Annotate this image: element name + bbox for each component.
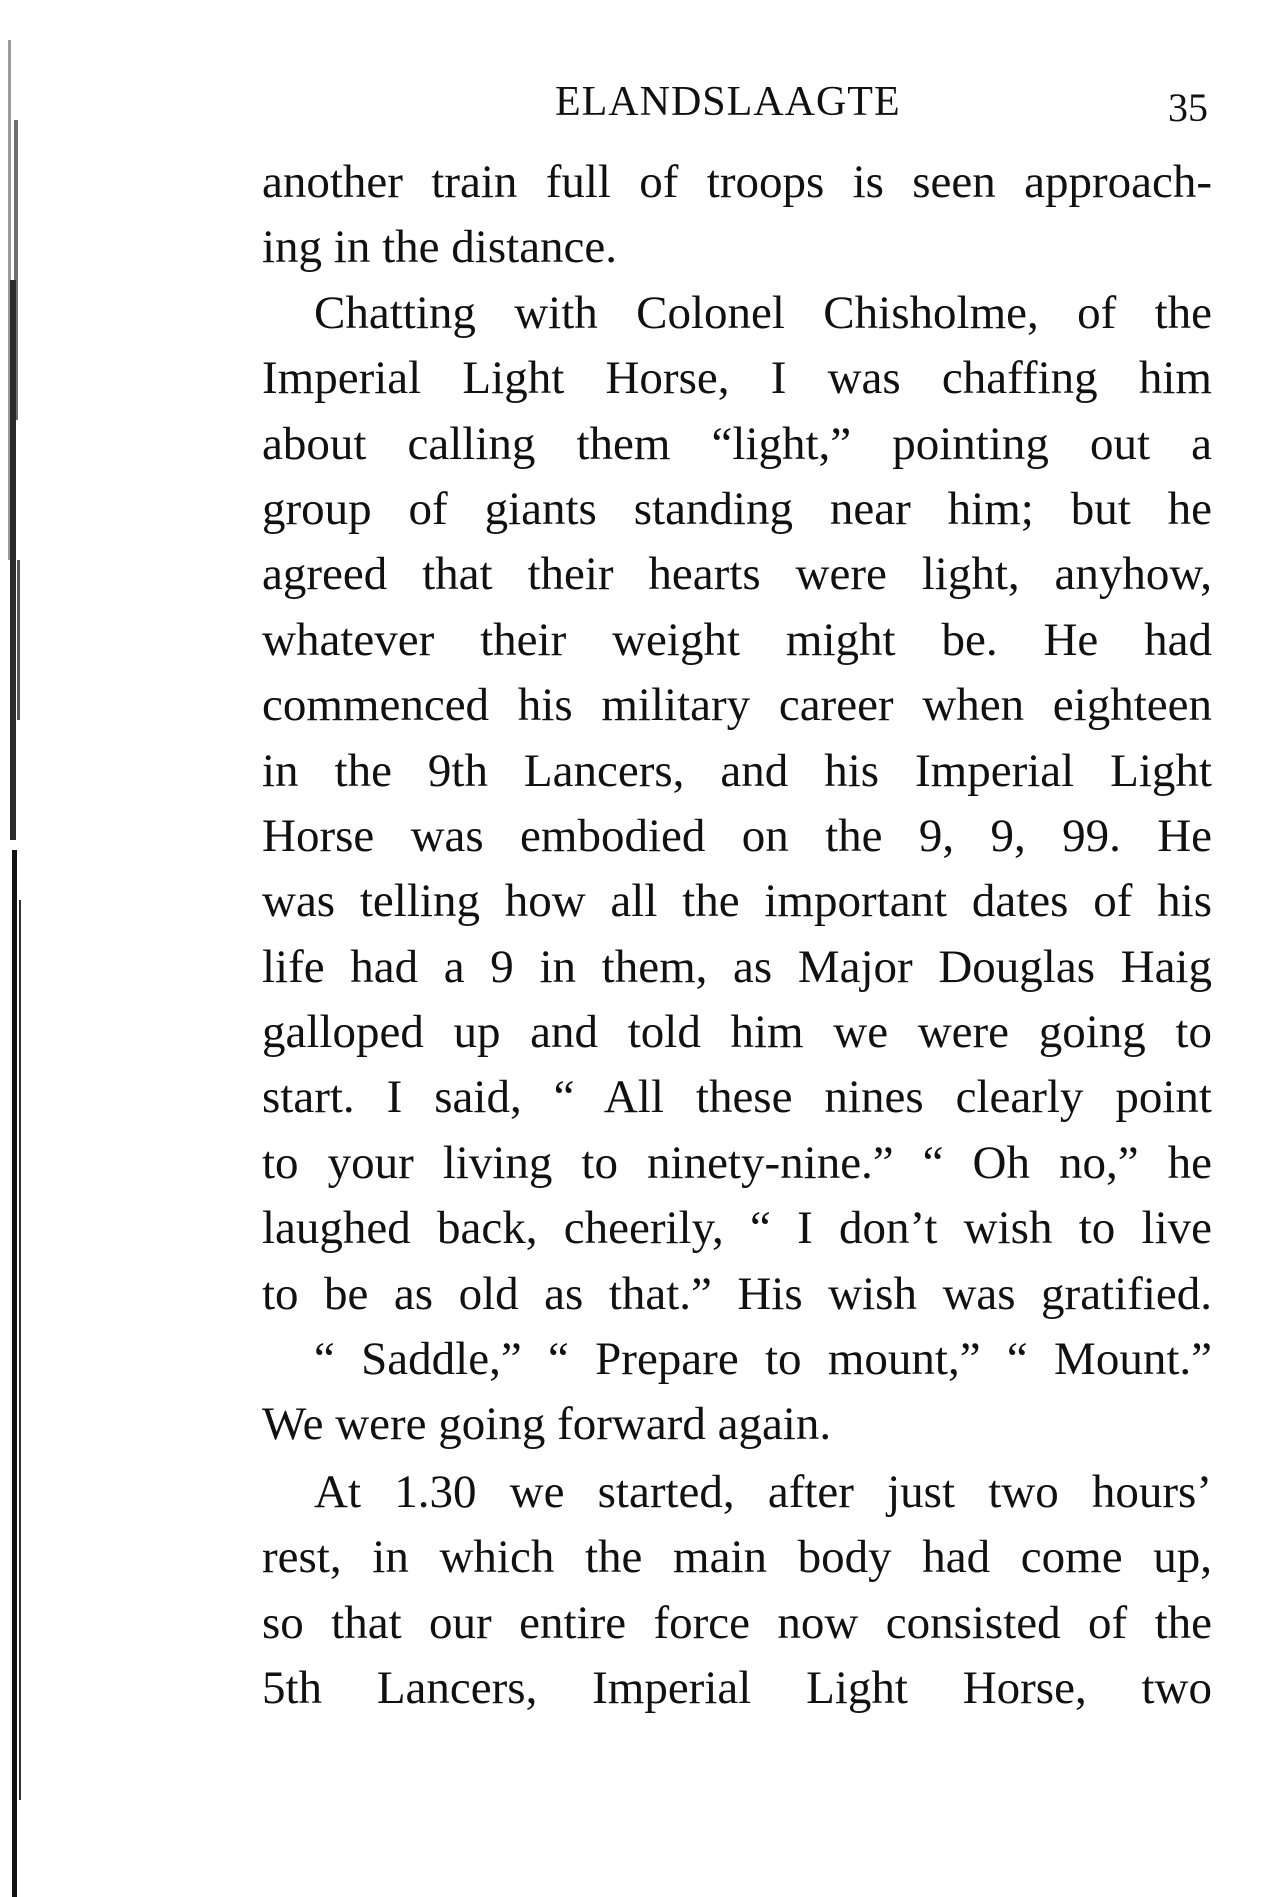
text-line: whatever their weight might be. He had [262,613,1212,666]
text-line: We were going forward again. [262,1398,832,1451]
text-line: Imperial Light Horse, I was chaffing him [262,352,1212,405]
body-text [262,150,1212,1721]
text-line: “ Saddle,” “ Prepare to mount,” “ Mount.” [314,1333,1212,1386]
text-line: another train full of troops is seen approach- [262,156,1212,208]
text-line: 5th Lancers, Imperial Light Horse, two [262,1661,1212,1714]
text-line: so that our entire force now consisted of the [262,1596,1212,1649]
text-line: life had a 9 in them, as Major Douglas Haig [262,940,1212,993]
binding-shadow [0,0,40,1897]
text-line: Chatting with Colonel Chisholme, of the [314,286,1212,339]
running-title: ELANDSLAAGTE [555,79,901,125]
page-number: 35 [1168,85,1208,130]
text-line: commenced his military career when eighteen [262,679,1212,732]
text-line: group of giants standing near him; but he [262,482,1212,535]
text-line: ing in the distance. [262,221,618,274]
text-line: Horse was embodied on the 9, 9, 99. He [262,809,1212,862]
text-line: agreed that their hearts were light, anyhow, [262,548,1212,601]
text-line: At 1.30 we started, after just two hours’ [314,1465,1212,1518]
text-line: to be as old as that.” His wish was gratified. [262,1267,1212,1320]
running-head [0,72,1287,132]
text-line: to your living to ninety-nine.” “ Oh no,” he [262,1136,1212,1189]
text-line: rest, in which the main body had come up, [262,1531,1212,1584]
text-line: start. I said, “ All these nines clearly point [262,1071,1212,1124]
text-line: about calling them “light,” pointing out a [262,417,1212,470]
text-line: was telling how all the important dates of his [262,875,1212,928]
text-line: galloped up and told him we were going to [262,1006,1212,1059]
text-line: in the 9th Lancers, and his Imperial Light [262,744,1212,797]
text-line: laughed back, cheerily, “ I don’t wish to live [262,1202,1212,1255]
